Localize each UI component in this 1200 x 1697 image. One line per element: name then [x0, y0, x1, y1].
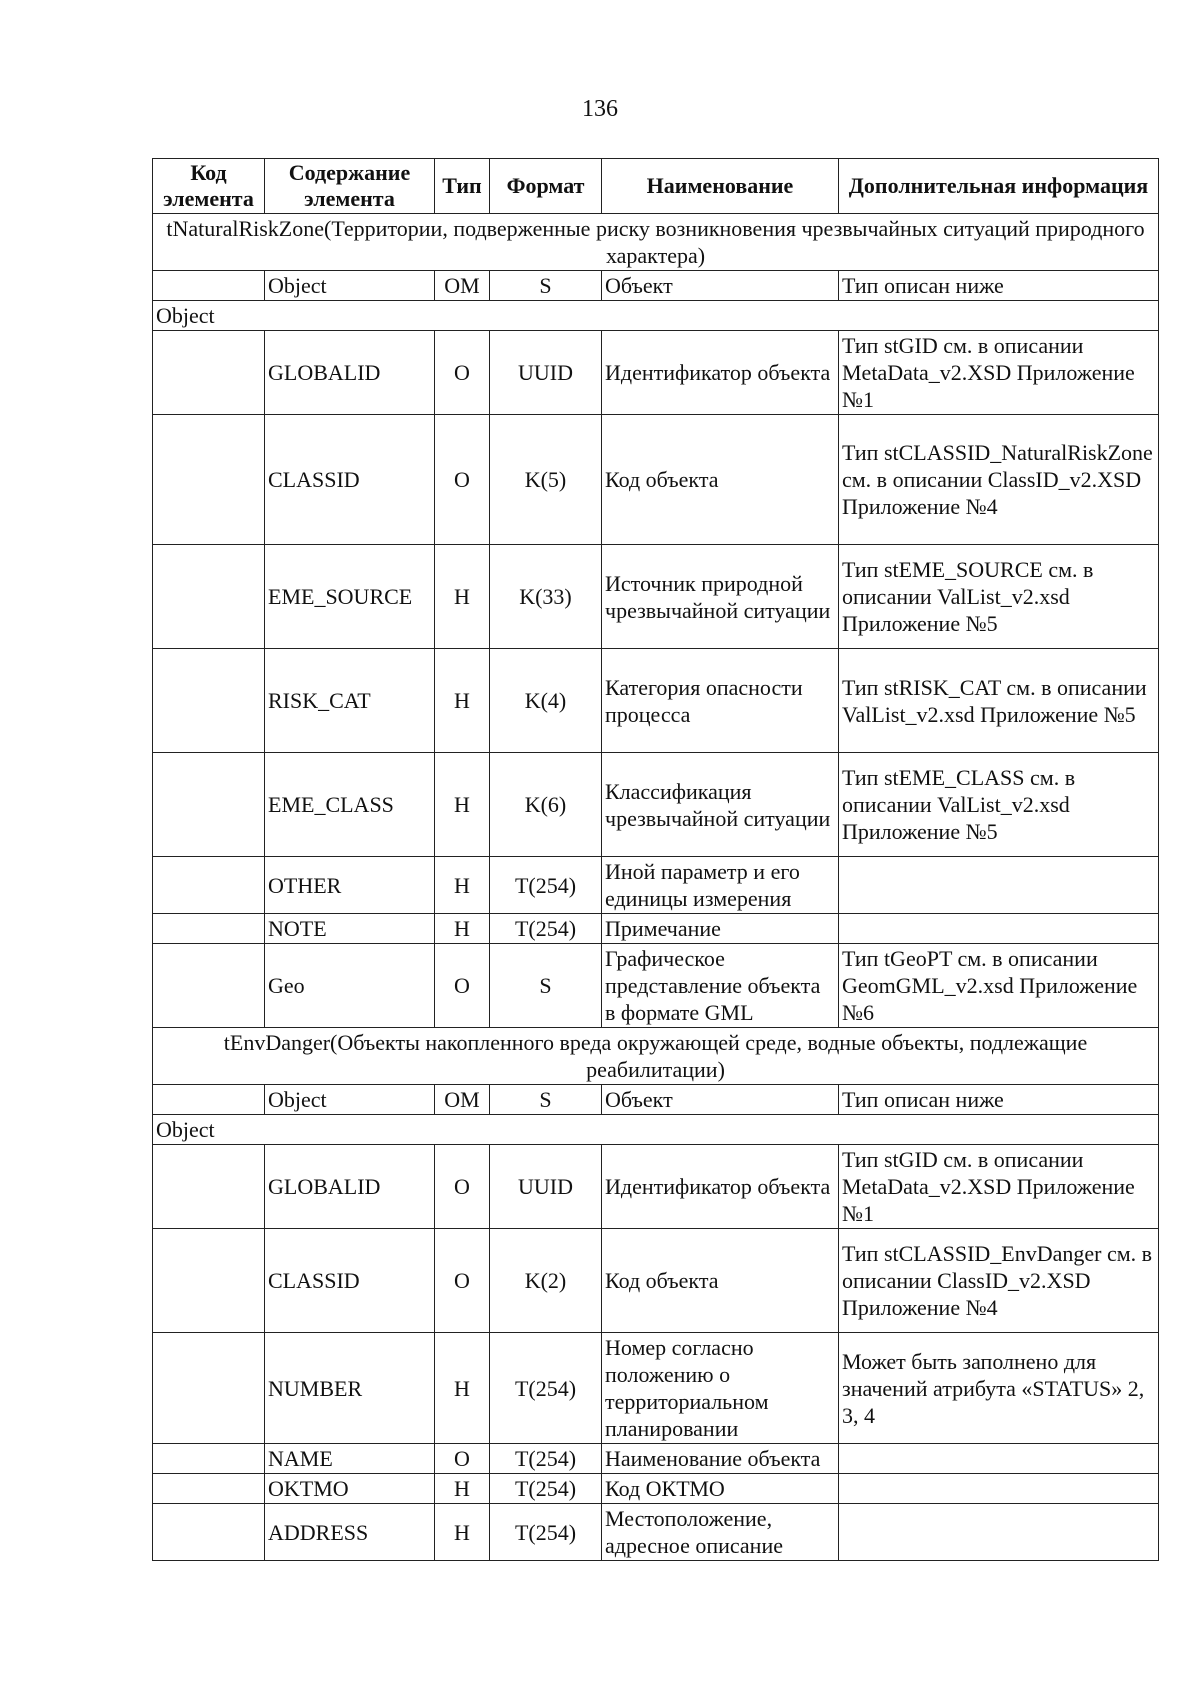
info-cell: Тип stGID см. в описании MetaData_v2.XSD Приложение №1 [839, 331, 1159, 415]
table-row [153, 1145, 1159, 1229]
info-cell [839, 1504, 1159, 1561]
info-cell: Тип stCLASSID_EnvDanger см. в описании ClassID_v2.XSD Приложение №4 [839, 1229, 1159, 1333]
format-cell: S [490, 1085, 602, 1115]
element-code-cell [153, 1085, 265, 1115]
name-cell: Код объекта [602, 415, 839, 545]
header-element-content: Содержание элемента [265, 159, 435, 214]
element-content-cell: EME_CLASS [265, 753, 435, 857]
element-code-cell [153, 1333, 265, 1444]
name-cell: Объект [602, 1085, 839, 1115]
element-content-cell: OTHER [265, 857, 435, 914]
name-cell: Наименование объекта [602, 1444, 839, 1474]
format-cell: T(254) [490, 1333, 602, 1444]
element-content-cell: Object [265, 1085, 435, 1115]
name-cell: Код ОКТМО [602, 1474, 839, 1504]
name-cell: Код объекта [602, 1229, 839, 1333]
element-code-cell [153, 914, 265, 944]
format-cell: K(6) [490, 753, 602, 857]
type-cell: O [435, 331, 490, 415]
format-cell: UUID [490, 331, 602, 415]
info-cell: Тип описан ниже [839, 1085, 1159, 1115]
table-row [153, 1229, 1159, 1333]
element-code-cell [153, 944, 265, 1028]
element-code-cell [153, 545, 265, 649]
section-title: tNaturalRiskZone(Территории, подверженные риску возникновения чрезвычайных ситуаций природного характера) [153, 214, 1159, 271]
type-cell: H [435, 649, 490, 753]
type-cell: O [435, 1145, 490, 1229]
format-cell: T(254) [490, 914, 602, 944]
format-cell: K(2) [490, 1229, 602, 1333]
type-cell: H [435, 545, 490, 649]
table-row [153, 545, 1159, 649]
element-code-cell [153, 1145, 265, 1229]
name-cell: Примечание [602, 914, 839, 944]
format-cell: S [490, 271, 602, 301]
format-cell: K(5) [490, 415, 602, 545]
name-cell: Классификация чрезвычайной ситуации [602, 753, 839, 857]
format-cell: K(33) [490, 545, 602, 649]
type-cell: O [435, 1444, 490, 1474]
type-cell: H [435, 857, 490, 914]
table-row [153, 649, 1159, 753]
object-label: Object [153, 301, 1159, 331]
header-format: Формат [490, 159, 602, 214]
info-cell: Тип описан ниже [839, 271, 1159, 301]
element-content-cell: GLOBALID [265, 331, 435, 415]
element-content-cell: ADDRESS [265, 1504, 435, 1561]
info-cell: Может быть заполнено для значений атрибута «STATUS» 2, 3, 4 [839, 1333, 1159, 1444]
format-cell: T(254) [490, 1504, 602, 1561]
type-cell: H [435, 914, 490, 944]
element-content-cell: OKTMO [265, 1474, 435, 1504]
name-cell: Номер согласно положению о территориальном планировании [602, 1333, 839, 1444]
name-cell: Графическое представление объекта в формате GML [602, 944, 839, 1028]
type-cell: H [435, 753, 490, 857]
section-title-row [153, 1028, 1159, 1085]
table-row [153, 914, 1159, 944]
table-row [153, 1504, 1159, 1561]
type-cell: H [435, 1333, 490, 1444]
element-content-cell: NUMBER [265, 1333, 435, 1444]
format-cell: S [490, 944, 602, 1028]
info-cell: Тип stEME_SOURCE см. в описании ValList_v2.xsd Приложение №5 [839, 545, 1159, 649]
info-cell: Тип stGID см. в описании MetaData_v2.XSD Приложение №1 [839, 1145, 1159, 1229]
name-cell: Местоположение, адресное описание [602, 1504, 839, 1561]
element-code-cell [153, 1229, 265, 1333]
table-row [153, 1333, 1159, 1444]
format-cell: UUID [490, 1145, 602, 1229]
element-content-cell: EME_SOURCE [265, 545, 435, 649]
page-number: 136 [582, 96, 618, 122]
section-title-row [153, 214, 1159, 271]
format-cell: T(254) [490, 1444, 602, 1474]
format-cell: T(254) [490, 1474, 602, 1504]
table-row [153, 415, 1159, 545]
name-cell: Объект [602, 271, 839, 301]
object-row [153, 1085, 1159, 1115]
element-code-cell [153, 753, 265, 857]
element-spec-table [152, 158, 1159, 1561]
element-content-cell: RISK_CAT [265, 649, 435, 753]
format-cell: T(254) [490, 857, 602, 914]
type-cell: OM [435, 271, 490, 301]
element-content-cell: Object [265, 271, 435, 301]
name-cell: Категория опасности процесса [602, 649, 839, 753]
table-row [153, 857, 1159, 914]
info-cell: Тип stCLASSID_NaturalRiskZone см. в описании ClassID_v2.XSD Приложение №4 [839, 415, 1159, 545]
element-code-cell [153, 1474, 265, 1504]
info-cell [839, 914, 1159, 944]
type-cell: H [435, 1504, 490, 1561]
info-cell: Тип stEME_CLASS см. в описании ValList_v2.xsd Приложение №5 [839, 753, 1159, 857]
element-code-cell [153, 415, 265, 545]
type-cell: O [435, 944, 490, 1028]
element-content-cell: CLASSID [265, 415, 435, 545]
element-code-cell [153, 331, 265, 415]
object-label: Object [153, 1115, 1159, 1145]
info-cell [839, 857, 1159, 914]
object-label-row [153, 301, 1159, 331]
element-code-cell [153, 271, 265, 301]
name-cell: Идентификатор объекта [602, 331, 839, 415]
element-code-cell [153, 1444, 265, 1474]
table-row [153, 1474, 1159, 1504]
element-content-cell: NOTE [265, 914, 435, 944]
name-cell: Идентификатор объекта [602, 1145, 839, 1229]
element-code-cell [153, 649, 265, 753]
table-header-row [153, 159, 1159, 214]
header-name: Наименование [602, 159, 839, 214]
element-content-cell: NAME [265, 1444, 435, 1474]
info-cell: Тип stRISK_CAT см. в описании ValList_v2.xsd Приложение №5 [839, 649, 1159, 753]
header-additional-info: Дополнительная информация [839, 159, 1159, 214]
table-row [153, 753, 1159, 857]
name-cell: Иной параметр и его единицы измерения [602, 857, 839, 914]
info-cell [839, 1444, 1159, 1474]
type-cell: O [435, 415, 490, 545]
table-row [153, 1444, 1159, 1474]
header-element-code: Код элемента [153, 159, 265, 214]
object-row [153, 271, 1159, 301]
type-cell: H [435, 1474, 490, 1504]
element-code-cell [153, 857, 265, 914]
element-code-cell [153, 1504, 265, 1561]
element-content-cell: Geo [265, 944, 435, 1028]
format-cell: K(4) [490, 649, 602, 753]
type-cell: OM [435, 1085, 490, 1115]
info-cell [839, 1474, 1159, 1504]
element-content-cell: GLOBALID [265, 1145, 435, 1229]
section-title: tEnvDanger(Объекты накопленного вреда окружающей среде, водные объекты, подлежащие реабилитации) [153, 1028, 1159, 1085]
object-label-row [153, 1115, 1159, 1145]
table-row [153, 331, 1159, 415]
header-type: Тип [435, 159, 490, 214]
element-content-cell: CLASSID [265, 1229, 435, 1333]
type-cell: O [435, 1229, 490, 1333]
table-body [153, 214, 1159, 1561]
info-cell: Тип tGeoPT см. в описании GeomGML_v2.xsd Приложение №6 [839, 944, 1159, 1028]
name-cell: Источник природной чрезвычайной ситуации [602, 545, 839, 649]
table-row [153, 944, 1159, 1028]
